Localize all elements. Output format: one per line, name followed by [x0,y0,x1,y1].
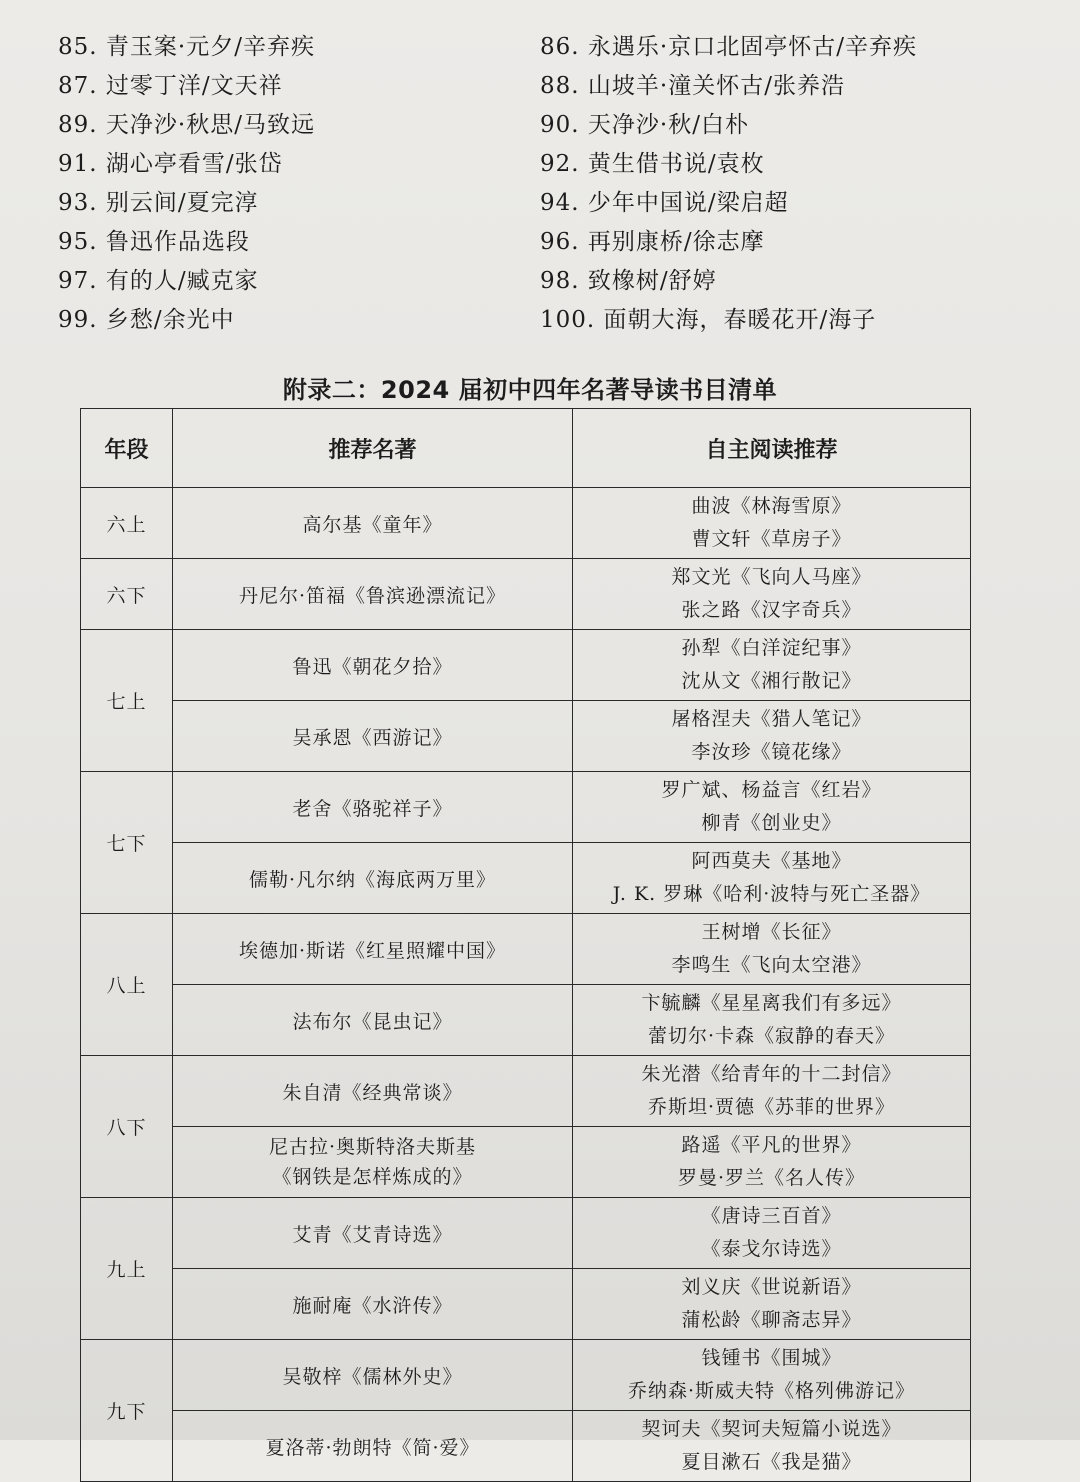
poem-item: 87. 过零丁洋/文天祥 [58,73,283,99]
self-reading-cell [573,1127,971,1198]
recommended-book: 艾青《艾青诗选》 [173,1198,573,1269]
self-reading-book: 屠格涅夫《猎人笔记》 [671,708,872,730]
recommended-book: 施耐庵《水浒传》 [173,1269,573,1340]
recommended-book-line: 《钢铁是怎样炼成的》 [272,1166,473,1188]
self-reading-book: J. K. 罗琳《哈利·波特与死亡圣器》 [612,883,931,905]
recommended-book: 鲁迅《朝花夕拾》 [173,630,573,701]
self-reading-book: 阿西莫夫《基地》 [691,850,852,872]
self-reading-cell [573,488,971,559]
table-row [81,1340,971,1411]
recommended-book: 老舍《骆驼祥子》 [173,772,573,843]
self-reading-cell [573,1056,971,1127]
poem-item: 94. 少年中国说/梁启超 [540,190,789,216]
self-reading-book: 柳青《创业史》 [701,812,842,834]
self-reading-cell [573,772,971,843]
self-reading-book: 沈从文《湘行散记》 [681,670,862,692]
poem-item: 88. 山坡羊·潼关怀古/张养浩 [540,73,845,99]
self-reading-cell [573,559,971,630]
poem-item: 85. 青玉案·元夕/辛弃疾 [58,34,315,60]
self-reading-cell [573,701,971,772]
grade-cell: 九下 [81,1340,173,1482]
table-row [81,985,971,1056]
poem-list-left [58,28,315,340]
recommended-book: 吴敬梓《儒林外史》 [173,1340,573,1411]
self-reading-book: 罗曼·罗兰《名人传》 [677,1167,866,1189]
self-reading-book: 路遥《平凡的世界》 [681,1134,862,1156]
recommended-book: 吴承恩《西游记》 [173,701,573,772]
grade-cell: 九上 [81,1198,173,1340]
poem-item: 97. 有的人/臧克家 [58,268,259,294]
self-reading-book: 钱锺书《围城》 [701,1347,842,1369]
poem-item: 92. 黄生借书说/袁枚 [540,151,765,177]
recommended-book: 丹尼尔·笛福《鲁滨逊漂流记》 [173,559,573,630]
table-row [81,488,971,559]
self-reading-book: 蕾切尔·卡森《寂静的春天》 [647,1025,896,1047]
table-row [81,1411,971,1482]
grade-cell: 八上 [81,914,173,1056]
self-reading-book: 王树增《长征》 [701,921,842,943]
self-reading-book: 郑文光《飞向人马座》 [671,566,872,588]
self-reading-book: 蒲松龄《聊斋志异》 [681,1309,862,1331]
table-row [81,1056,971,1127]
recommended-book: 法布尔《昆虫记》 [173,985,573,1056]
self-reading-cell [573,985,971,1056]
self-reading-book: 夏目漱石《我是猫》 [681,1451,862,1473]
grade-cell: 七下 [81,772,173,914]
poem-item: 99. 乡愁/余光中 [58,307,235,333]
table-row [81,914,971,985]
self-reading-cell [573,1198,971,1269]
self-reading-book: 曹文轩《草房子》 [691,528,852,550]
table-row [81,772,971,843]
table-row [81,1198,971,1269]
recommended-book: 埃德加·斯诺《红星照耀中国》 [173,914,573,985]
self-reading-book: 曲波《林海雪原》 [691,495,852,517]
poem-item: 93. 别云间/夏完淳 [58,190,259,216]
self-reading-cell [573,1269,971,1340]
reading-list-table [80,408,971,1482]
self-reading-book: 《泰戈尔诗选》 [701,1238,842,1260]
header-self-reading: 自主阅读推荐 [573,409,971,488]
recommended-book: 儒勒·凡尔纳《海底两万里》 [173,843,573,914]
recommended-book-cell [173,1127,573,1198]
poem-item: 91. 湖心亭看雪/张岱 [58,151,283,177]
header-recommended: 推荐名著 [173,409,573,488]
self-reading-book: 乔斯坦·贾德《苏菲的世界》 [647,1096,896,1118]
recommended-book-line: 尼古拉·奥斯特洛夫斯基 [268,1136,477,1158]
poem-item: 100. 面朝大海，春暖花开/海子 [540,307,877,333]
table-row [81,1269,971,1340]
self-reading-cell [573,1340,971,1411]
poem-item: 89. 天净沙·秋思/马致远 [58,112,315,138]
self-reading-cell [573,914,971,985]
self-reading-book: 孙犁《白洋淀纪事》 [681,637,862,659]
header-grade: 年段 [81,409,173,488]
recommended-book: 朱自清《经典常谈》 [173,1056,573,1127]
table-row [81,1127,971,1198]
grade-cell: 七上 [81,630,173,772]
self-reading-book: 朱光潜《给青年的十二封信》 [641,1063,902,1085]
table-row [81,630,971,701]
self-reading-book: 罗广斌、杨益言《红岩》 [661,779,882,801]
table-row [81,559,971,630]
table-row [81,701,971,772]
poem-item: 90. 天净沙·秋/白朴 [540,112,749,138]
self-reading-book: 李鸣生《飞向太空港》 [671,954,872,976]
grade-cell: 八下 [81,1056,173,1198]
appendix-title: 附录二：2024 届初中四年名著导读书目清单 [282,376,778,404]
self-reading-book: 刘义庆《世说新语》 [681,1276,862,1298]
poem-item: 86. 永遇乐·京口北固亭怀古/辛弃疾 [540,34,917,60]
recommended-book: 夏洛蒂·勃朗特《简·爱》 [173,1411,573,1482]
poem-item: 98. 致橡树/舒婷 [540,268,717,294]
self-reading-book: 李汝珍《镜花缘》 [691,741,852,763]
self-reading-book: 《唐诗三百首》 [701,1205,842,1227]
self-reading-book: 卞毓麟《星星离我们有多远》 [641,992,902,1014]
self-reading-book: 张之路《汉字奇兵》 [681,599,862,621]
grade-cell: 六下 [81,559,173,630]
poem-list-right [540,28,917,340]
self-reading-book: 契诃夫《契诃夫短篇小说选》 [641,1418,902,1440]
table-row [81,843,971,914]
self-reading-cell [573,630,971,701]
self-reading-cell [573,843,971,914]
self-reading-cell [573,1411,971,1482]
table-header-row [81,409,971,488]
grade-cell: 六上 [81,488,173,559]
recommended-book: 高尔基《童年》 [173,488,573,559]
poem-item: 95. 鲁迅作品选段 [58,229,250,255]
poem-item: 96. 再别康桥/徐志摩 [540,229,765,255]
self-reading-book: 乔纳森·斯威夫特《格列佛游记》 [627,1380,916,1402]
